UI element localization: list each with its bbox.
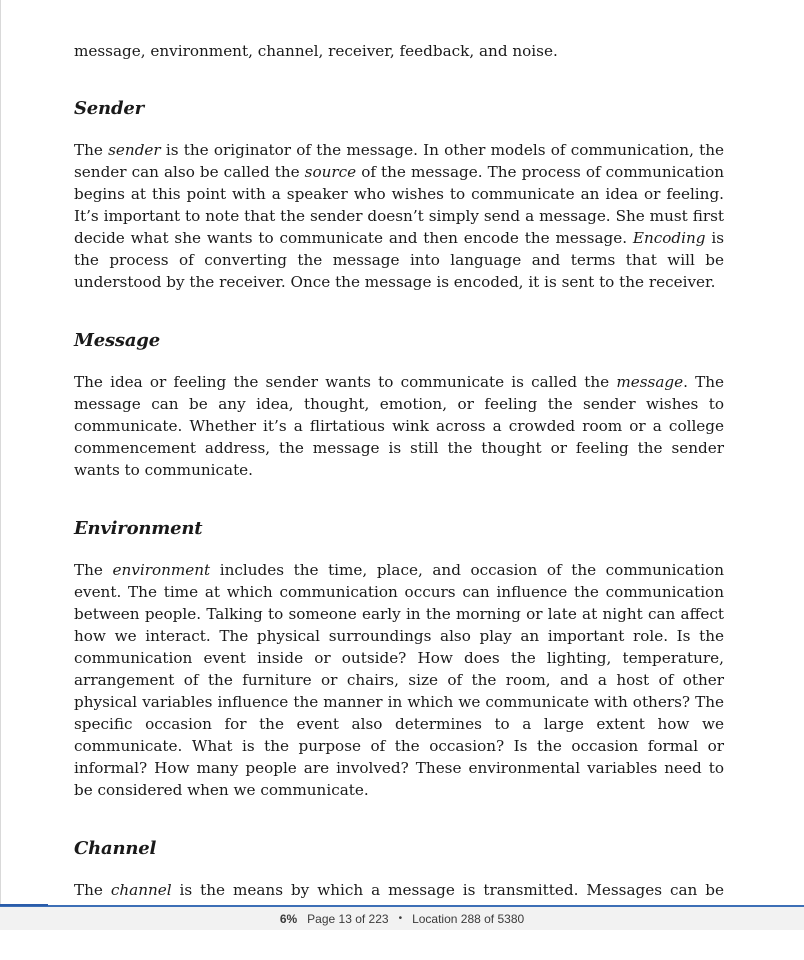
page-content [74,40,724,960]
paragraph-sender: The sender is the originator of the message. In other models of communication, the sender can also be called the source of the message. The process of communication begins at this point with a speaker who wishes to communicate an idea or feeling. It’s important to note that the sender doesn’t simply send a message. She must first decide what she wants to communicate and then encode the message. Encoding is the process of converting the message into language and terms that will be understood by the receiver. Once the message is encoded, it is sent to the receiver. [74,141,724,291]
heading-environment: Environment [74,518,203,539]
heading-message: Message [74,330,160,351]
section-message [74,330,724,481]
heading-channel: Channel [74,838,157,859]
heading-sender: Sender [74,98,144,119]
location-indicator[interactable]: Location 288 of 5380 [412,911,525,926]
paragraph-message: The idea or feeling the sender wants to communicate is called the message. The message can be any idea, thought, emotion, or feeling the sender wishes to communicate. Whether it’s a flirtatious wink across a crowded room or a college commencement address, the message is still the thought or feeling the sender wants to communicate. [74,373,725,479]
reading-progress-bar[interactable] [0,904,48,906]
section-environment [74,518,724,801]
paragraph-channel: The channel is the means by which a message is transmitted. Messages can be [74,881,724,899]
page-indicator[interactable]: Page 13 of 223 [307,911,389,926]
separator-dot: • [398,913,403,924]
section-sender [74,98,724,293]
status-bar [0,907,804,930]
intro-text: message, environment, channel, receiver, feedback, and noise. [74,42,558,60]
progress-percent: 6% [279,911,298,926]
paragraph-environment: The environment includes the time, place, and occasion of the communication event. The time at which communication occurs can influence the communication between people. Talking to someone early in the morning or late at night can affect how we interact. The physical surroundings also play an important role. Is the communication event inside or outside? How does the lighting, temperature, arrangement of the furniture or chairs, size of the room, and a host of other physical variables influence the manner in which we communicate with others? The specific occasion for the event also determines to a large extent how we communicate. What is the purpose of the occasion? Is the occasion formal or informal? How many people are involved? These environmental variables need to be considered when we communicate. [74,561,724,799]
